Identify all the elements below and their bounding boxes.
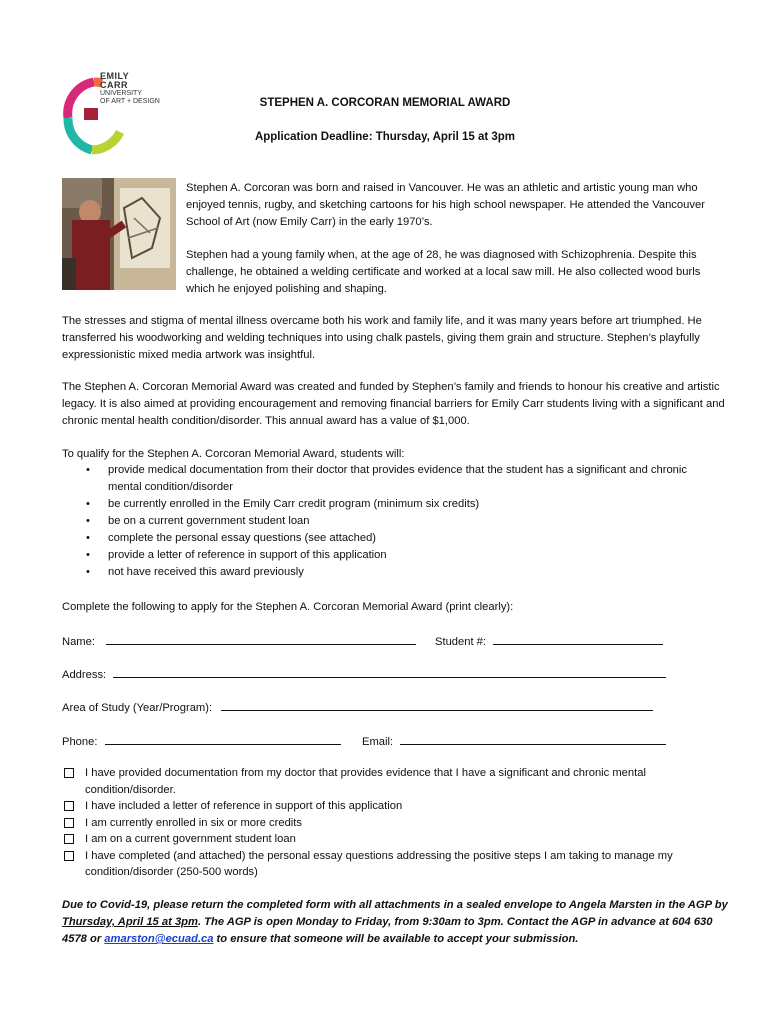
study-row [62,698,653,717]
phone-field[interactable] [105,732,341,745]
email-link[interactable]: amarston@ecuad.ca [104,933,214,945]
address-field[interactable] [113,665,666,678]
checklist-item: I have included a letter of reference in support of this application [62,798,732,815]
phone-label: Phone: [62,736,98,748]
list-item: • provide medical documentation from their doctor that provides evidence that the student has a significant and chronic mental condition/disorder [86,464,687,493]
bio-paragraph-2: Stephen had a young family when, at the age of 28, he was diagnosed with Schizophrenia. Despite this challenge, he obtained a welding certificate and worked at a local saw mill. He also collected wood burls which he enjoyed polishing and shaping. [186,249,701,295]
bullet-icon: • [86,549,90,561]
list-item: • complete the personal essay questions (see attached) [78,530,718,547]
email-label: Email: [362,736,394,748]
list-item: • be on a current government student loan [78,513,718,530]
bio-paragraph-3: The stresses and stigma of mental illness overcame both his work and family life, and it was many years before art triumphed. He transferred his woodworking and welding techniques into using chalk pastels, giving them grain and structure. Stephen’s playfully expressionistic mixed media artwork was insightful. [62,315,702,361]
email-field[interactable] [400,732,666,745]
award-description: The Stephen A. Corcoran Memorial Award was created and funded by Stephen’s family and friends to honour his creative and artistic legacy. It is also aimed at providing encouragement and removing financial barriers for Emily Carr students living with a significant and chronic mental health condition/disorder. This annual award has a value of $1,000. [62,381,725,427]
submission-notice: Due to Covid-19, please return the completed form with all attachments in a sealed envelope to Angela Marsten in the AGP by Thursday, April 15 at 3pm. The AGP is open Monday to Friday, from 9:30am to 3pm. Contact the AGP in advance at 604 630 4578 or amarston@ecuad.ca to ensure that someone will be available to accept your submission. [62,899,728,945]
list-item: • provide a letter of reference in support of this application [78,547,718,564]
checkbox[interactable] [64,834,74,844]
checkbox[interactable] [64,851,74,861]
checkbox[interactable] [64,801,74,811]
name-label: Name: [62,636,95,648]
artist-photo [62,178,176,290]
checklist-item: I am on a current government student loan [62,831,732,848]
qualification-intro: To qualify for the Stephen A. Corcoran Memorial Award, students will: [62,448,405,460]
form-instructions: Complete the following to apply for the Stephen A. Corcoran Memorial Award (print clearly): [62,601,514,613]
address-label: Address: [62,669,107,681]
study-label: Area of Study (Year/Program): [62,702,213,714]
checklist-item: I am currently enrolled in six or more credits [62,815,732,832]
phone-row [62,732,341,751]
checkbox[interactable] [64,768,74,778]
address-row [62,665,666,684]
list-item: • be currently enrolled in the Emily Carr credit program (minimum six credits) [78,496,718,513]
page-title: STEPHEN A. CORCORAN MEMORIAL AWARD [259,97,511,109]
bullet-icon: • [86,532,90,544]
bullet-icon: • [86,464,90,476]
student-number-field[interactable] [493,632,663,645]
application-deadline: Application Deadline: Thursday, April 15 at 3pm [254,131,516,143]
name-field[interactable] [106,632,416,645]
bio-paragraph-1: Stephen A. Corcoran was born and raised in Vancouver. He was an athletic and artistic young man who enjoyed tennis, rugby, and sketching cartoons for his high school newspaper. He attended the Vancouver School of Art (now Emily Carr) in the early 1970’s. [186,182,705,228]
checklist [62,765,732,881]
list-item: • not have received this award previously [78,564,718,581]
bullet-icon: • [86,566,90,578]
student-number-row [435,632,663,651]
checklist-item: I have completed (and attached) the personal essay questions addressing the positive steps I am taking to manage my condition/disorder (250-500 words) [62,848,732,881]
deadline-date: Thursday, April 15 at 3pm [62,916,198,928]
name-row [62,632,416,651]
study-field[interactable] [221,698,653,711]
bullet-icon: • [86,515,90,527]
logo-wordmark: EMILY CARR UNIVERSITY OF ART + DESIGN [100,71,160,105]
email-row [362,732,666,751]
checkbox[interactable] [64,818,74,828]
bullet-icon: • [86,498,90,510]
criteria-list [78,462,718,581]
student-number-label: Student #: [435,636,487,648]
checklist-item: I have provided documentation from my doctor that provides evidence that I have a significant and chronic mental condition/disorder. [62,765,732,798]
